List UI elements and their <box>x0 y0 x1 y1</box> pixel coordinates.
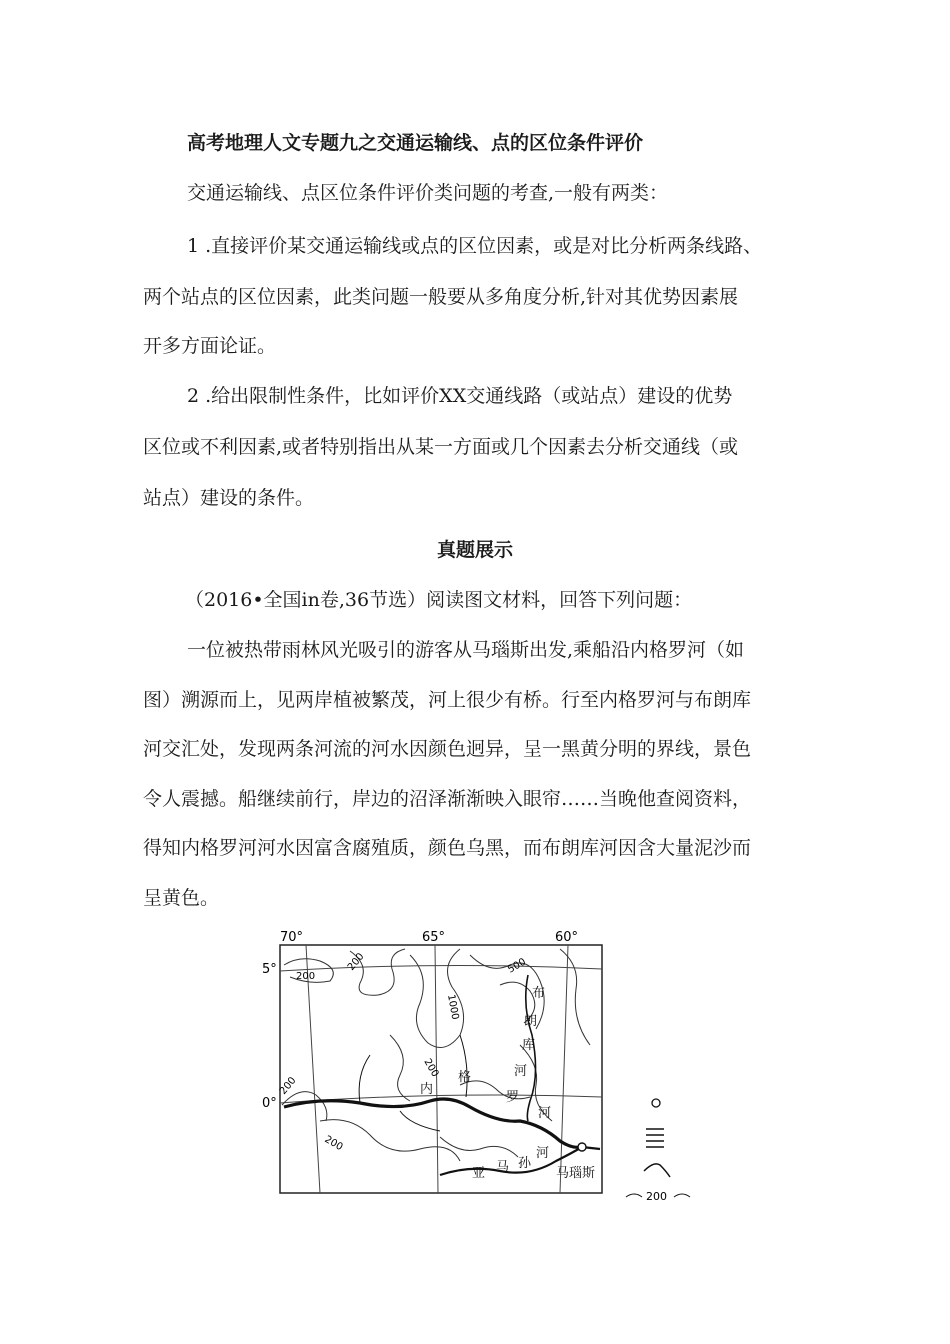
lat-label-5: 5° <box>262 962 277 977</box>
section-heading: 真题展示 <box>436 539 513 561</box>
river-labels <box>420 986 595 1181</box>
manaus-label: 马瑙斯 <box>556 1166 596 1181</box>
contour-label: 200 <box>421 1057 441 1080</box>
lon-label-60: 60° <box>555 930 579 945</box>
contour-label: 500 <box>506 956 529 976</box>
river-map-figure <box>260 925 700 1200</box>
negro-label: 格 <box>458 1070 472 1085</box>
item2-line2: 区位或不利因素,或者特别指出从某一方面或几个因素去分析交通线（或 <box>143 436 739 458</box>
negro-label: 罗 <box>506 1090 520 1105</box>
negro-label: 河 <box>538 1106 552 1121</box>
question-source: （2016•全国in卷,36节选）阅读图文材料，回答下列问题： <box>185 589 693 611</box>
lon-label-70: 70° <box>280 930 304 945</box>
contour-label: 200 <box>345 951 367 973</box>
passage-line3: 河交汇处，发现两条河流的河水因颜色迥异，呈一黑黄分明的界线，景色 <box>143 738 752 760</box>
river-map <box>260 925 700 1200</box>
amazon-label: 马 <box>496 1160 510 1175</box>
item1-line3: 开多方面论证。 <box>143 335 277 357</box>
item2-line3: 站点）建设的条件。 <box>143 487 315 509</box>
branco-label: 布 <box>532 986 546 1001</box>
passage-line5: 得知内格罗河河水因富含腐殖质，颜色乌黑，而布朗库河因含大量泥沙而 <box>143 837 752 859</box>
legend-river-icon <box>644 1164 670 1177</box>
item1-line2: 两个站点的区位因素，此类问题一般要从多角度分析,针对其优势因素展 <box>143 286 739 308</box>
legend-contour-label: 200 <box>646 1190 667 1200</box>
manaus-marker <box>578 1143 586 1151</box>
contour-label: 200 <box>296 971 316 982</box>
lon-label-65: 65° <box>422 930 446 945</box>
amazon-label: 孙 <box>518 1156 532 1171</box>
parallel-5 <box>280 965 602 971</box>
item2-line1: 2 .给出限制性条件，比如评价XX交通线路（或站点）建设的优势 <box>187 385 733 407</box>
branco-label: 河 <box>514 1064 528 1079</box>
intro-paragraph: 交通运输线、点区位条件评价类问题的考查,一般有两类： <box>187 182 669 204</box>
lat-label-0: 0° <box>262 1096 277 1111</box>
legend-swamp-icon <box>646 1129 664 1147</box>
branco-label: 库 <box>522 1038 536 1053</box>
map-frame <box>277 945 602 1193</box>
legend-city-icon <box>652 1099 660 1107</box>
contour-label: 200 <box>322 1134 345 1154</box>
contour-label: 1000 <box>445 993 461 1021</box>
item1-line1: 1 .直接评价某交通运输线或点的区位因素，或是对比分析两条线路、 <box>187 235 763 257</box>
passage-line4: 令人震撼。船继续前行，岸边的沼泽渐渐映入眼帘……当晚他查阅资料， <box>143 788 752 810</box>
passage-line1: 一位被热带雨林风光吸引的游客从马瑙斯出发,乘船沿内格罗河（如 <box>187 639 745 661</box>
contour-label: 200 <box>277 1075 299 1097</box>
amazon-label: 河 <box>536 1146 550 1161</box>
amazon-label: 亚 <box>472 1166 486 1181</box>
map-legend <box>626 1099 690 1200</box>
negro-label: 内 <box>420 1082 434 1097</box>
document-title: 高考地理人文专题九之交通运输线、点的区位条件评价 <box>187 132 644 154</box>
branco-label: 朗 <box>524 1014 538 1029</box>
passage-line2: 图）溯源而上，见两岸植被繁茂，河上很少有桥。行至内格罗河与布朗库 <box>143 689 752 711</box>
passage-line6: 呈黄色。 <box>143 887 220 909</box>
legend-contour-icon <box>626 1194 642 1197</box>
